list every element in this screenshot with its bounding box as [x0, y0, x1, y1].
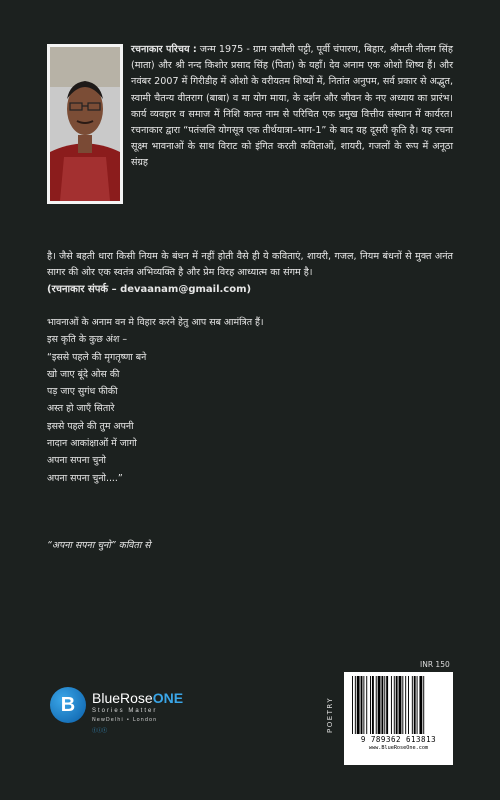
poem-line: पड़ जाए सुगंध फीकी [47, 386, 118, 398]
poem-line: खो जाए बूंदे ओस की [47, 368, 120, 380]
publisher-name-part2: ONE [152, 690, 184, 706]
poem-line: इस कृति के कुछ अंश – [47, 334, 128, 346]
author-bio-continued: है। जैसे बहती धारा किसी नियम के बंधन में नहीं होती वैसे ही ये कविताएं, शायरी, गजल, नियम बंधनों से मुक्त अनंत सागर की ओर एक स्वतंत्र अभिव्यक्ति है और प्रेम विरह आध्यात्म का संगम है। [47, 251, 453, 279]
poem-line: भावनाओं के अनाम वन मे विहार करने हेतु आप सब आमंत्रित हैं। [47, 317, 264, 328]
author-contact: (रचनाकार संपर्क – devaanam@gmail.com) [47, 284, 252, 295]
social-icons: ⓕⓘⓣ [92, 728, 108, 734]
publisher-locations: NewDelhi • London [92, 717, 158, 723]
publisher-logo-icon: B [50, 687, 86, 723]
author-photo [47, 44, 123, 204]
poem-source: “अपना सपना चुनो” कविता से [47, 540, 151, 551]
price-label: INR 150 [420, 660, 450, 669]
bio-title: रचनाकार परिचय : [131, 44, 197, 55]
poem-line: अस्त हो जाएँ सितारे [47, 403, 115, 415]
barcode-icon [350, 676, 447, 734]
isbn-barcode [344, 672, 453, 765]
poem-excerpt [47, 314, 453, 487]
publisher-logo [50, 687, 220, 747]
poem-line: “इससे पहले की मृगतृष्णा बने [47, 351, 147, 363]
poem-line: इससे पहले की तुम अपनी [47, 420, 134, 432]
publisher-tagline: Stories Matter [92, 708, 158, 714]
publisher-name-part1: BlueRose [92, 690, 153, 706]
genre-label: POETRY [326, 696, 334, 734]
publisher-name [92, 690, 183, 706]
poem-line: अपना सपना चुनो [47, 455, 106, 467]
author-bio [131, 42, 453, 172]
publisher-website: www.BlueRoseOne.com [368, 745, 429, 751]
poem-line: नादान आकांक्षाओं में जागो [47, 438, 137, 450]
poem-line: अपना सपना चुनो....” [47, 472, 123, 484]
bio-text: जन्म 1975 - ग्राम जसौली पट्टी, पूर्वी चंपारण, बिहार, श्रीमती नीलम सिंह (माता) और श्री नन्द किशोर प्रसाद सिंह (पिता) के यहाँ। देव अनाम एक ओशो शिष्य हैं। और नवंबर 2007 में गिरीडीह में ओशो के वरीयतम शिष्यों में, नितांत अनुपम, सर्व प्रकार से अद्भुत, स्वामी चैतन्य वीतराग (बाबा) व मा योग माया, के दर्शन और जीवन के नए अध्याय का प्रारंभ। कार्य व्यवहार व समाज में निशि कान्त नाम से परिचित एक प्रमुख वित्तीय संस्थान में कार्यरत। रचनाकार द्वारा “पतंजलि योगसूत्र एक तीर्थयात्रा–भाग-1” के बाद यह दूसरी कृति है। यह रचना सूक्ष्म भावनाओं के साथ विराट को इंगित करती कविताओं, शायरी, गजलों के रूप में अनूठा संग्रह [131, 44, 453, 169]
isbn-digits: 9 789362 613813 [360, 735, 437, 744]
